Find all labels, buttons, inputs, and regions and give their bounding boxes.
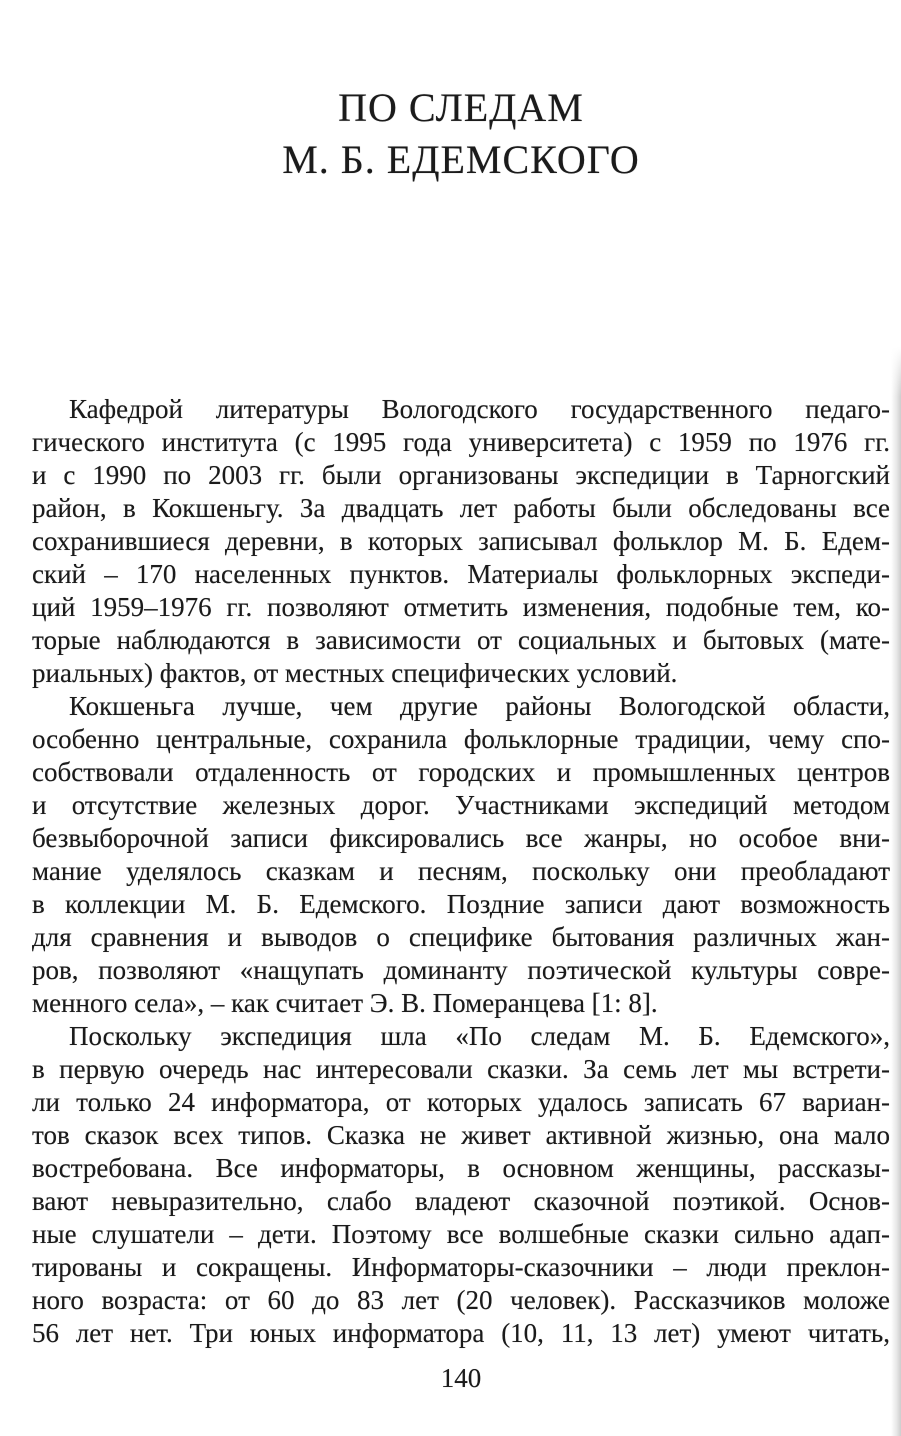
paragraph [32,1020,890,1350]
text-line: гического института (с 1995 года университета) с 1959 по 1976 гг. [32,427,890,457]
text-line: ский – 170 населенных пунктов. Материалы фольклорных экспеди- [32,559,890,589]
text-line: ные слушатели – дети. Поэтому все волшебные сказки сильно адап- [32,1219,890,1249]
page-title-line-2: М. Б. ЕДЕМСКОГО [282,137,640,182]
text-line: в первую очередь нас интересовали сказки. За семь лет мы встрети- [32,1054,890,1084]
text-line: менного села», – как считает Э. В. Померанцева [1: 8]. [32,988,658,1018]
text-line: район, в Кокшеньгу. За двадцать лет работы были обследованы все [32,493,890,523]
text-line: ли только 24 информатора, от которых удалось записать 67 вариан- [32,1087,890,1117]
text-line: сохранившиеся деревни, в которых записывал фольклор М. Б. Едем- [32,526,890,556]
text-line: вают невыразительно, слабо владеют сказочной поэтикой. Основ- [32,1186,890,1216]
scan-shadow-right-edge [891,347,901,1436]
text-line: и с 1990 по 2003 гг. были организованы экспедиции в Тарногский [32,460,890,490]
paragraph [32,690,890,1020]
text-line: и отсутствие железных дорог. Участниками экспедиций методом [32,790,890,820]
text-line: безвыборочной записи фиксировались все жанры, но особое вни- [32,823,890,853]
page-title [32,82,890,186]
text-line: риальных) фактов, от местных специфических условий. [32,658,678,688]
text-line: собствовали отдаленность от городских и промышленных центров [32,757,890,787]
text-line: ций 1959–1976 гг. позволяют отметить изменения, подобные тем, ко- [32,592,890,622]
text-line: тированы и сокращены. Информаторы-сказочники – люди преклон- [32,1252,890,1282]
page-title-line-1: ПО СЛЕДАМ [338,85,584,130]
text-line: мание уделялось сказкам и песням, поскольку они преобладают [32,856,890,886]
text-line: Поскольку экспедиция шла «По следам М. Б. Едемского», [69,1021,890,1051]
text-line: для сравнения и выводов о специфике бытования различных жан- [32,922,890,952]
body-text [32,393,890,1350]
paragraph [32,393,890,690]
text-line: ров, позволяют «нащупать доминанту поэтической культуры совре- [32,955,890,985]
text-line: 56 лет нет. Три юных информатора (10, 11, 13 лет) умеют читать, [32,1318,890,1348]
text-line: тов сказок всех типов. Сказка не живет активной жизнью, она мало [32,1120,890,1150]
text-line: востребована. Все информаторы, в основном женщины, рассказы- [32,1153,890,1183]
text-line: Кокшеньга лучше, чем другие районы Вологодской области, [69,691,890,721]
text-line: особенно центральные, сохранила фольклорные традиции, чему спо- [32,724,890,754]
text-line: Кафедрой литературы Вологодского государственного педаго- [69,394,890,424]
text-line: ного возраста: от 60 до 83 лет (20 человек). Рассказчиков моложе [32,1285,890,1315]
text-line: торые наблюдаются в зависимости от социальных и бытовых (мате- [32,625,890,655]
text-line: в коллекции М. Б. Едемского. Поздние записи дают возможность [32,889,890,919]
page-number: 140 [440,1363,482,1393]
